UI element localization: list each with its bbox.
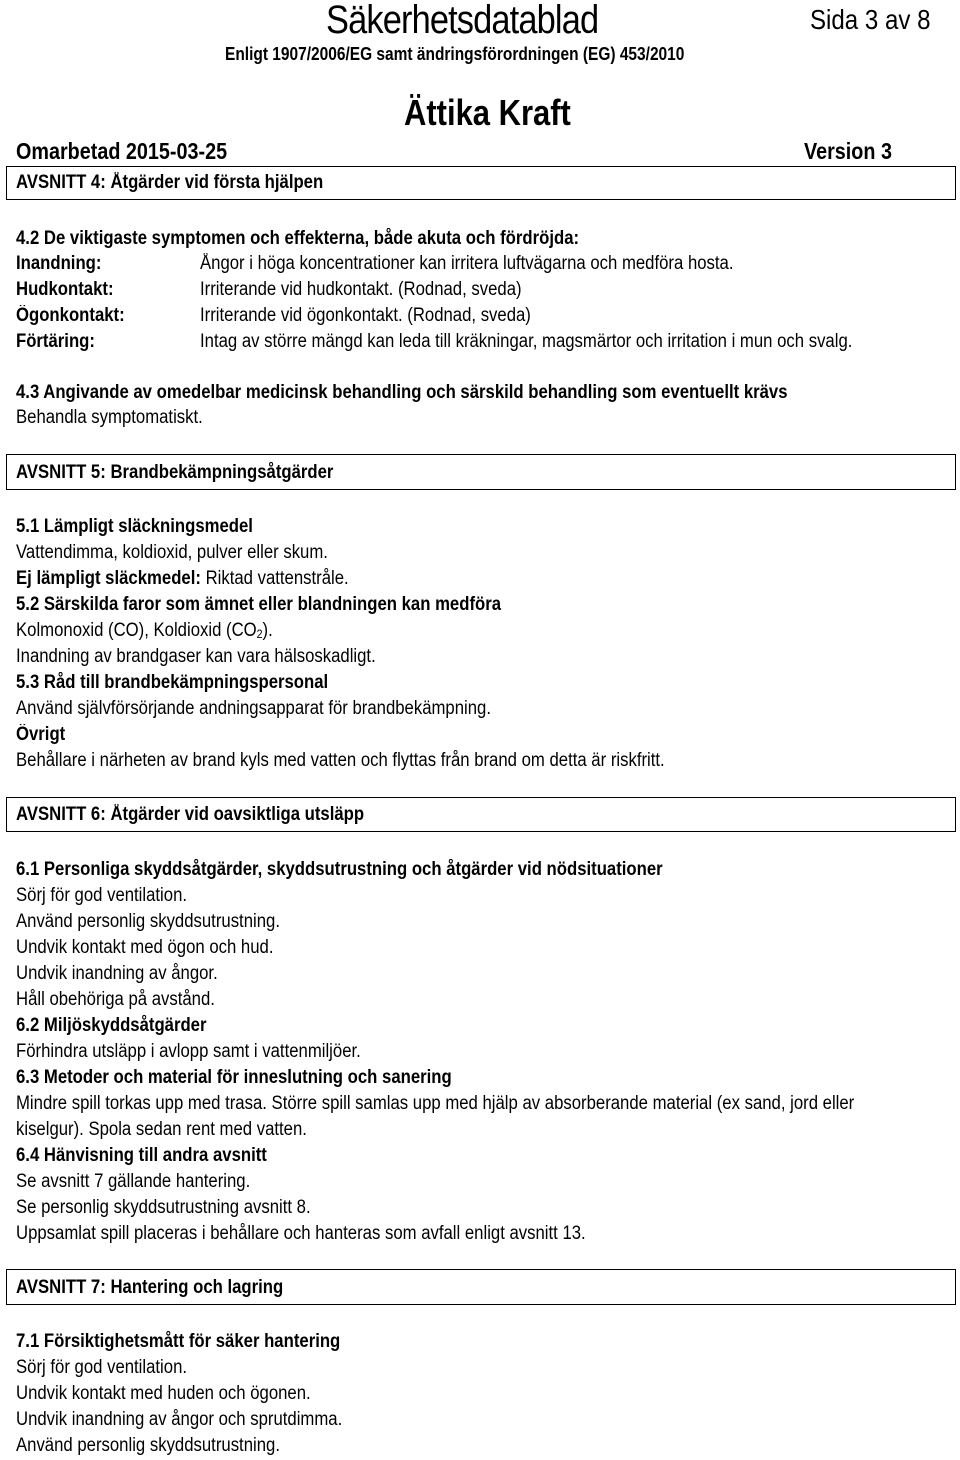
regulation-reference: Enligt 1907/2006/EG samt ändringsförordningen (EG) 453/2010 bbox=[225, 44, 685, 64]
subsection-5-3-heading: 5.3 Råd till brandbekämpningspersonal bbox=[16, 672, 329, 693]
section-5-title: AVSNITT 5: Brandbekämpningsåtgärder bbox=[16, 462, 334, 483]
symptom-label: Ögonkontakt: bbox=[16, 305, 125, 326]
symptom-label: Hudkontakt: bbox=[16, 279, 114, 300]
list-item: Undvik inandning av ångor. bbox=[16, 963, 218, 984]
subsection-4-2-heading: 4.2 De viktigaste symptomen och effekterna, både akuta och fördröjda: bbox=[16, 228, 580, 249]
list-item: Undvik kontakt med huden och ögonen. bbox=[16, 1383, 311, 1404]
unsuitable-media-text: Riktad vattenstråle. bbox=[205, 568, 349, 589]
subsection-5-1-text: Vattendimma, koldioxid, pulver eller skum. bbox=[16, 542, 328, 563]
list-item: Håll obehöriga på avstånd. bbox=[16, 989, 215, 1010]
symptom-text: Irriterande vid hudkontakt. (Rodnad, sveda) bbox=[200, 279, 522, 300]
list-item: Se personlig skyddsutrustning avsnitt 8. bbox=[16, 1197, 311, 1218]
section-7-header bbox=[6, 1269, 956, 1305]
co2-subscript: 2 bbox=[256, 627, 263, 641]
list-item: Undvik inandning av ångor och sprutdimma. bbox=[16, 1409, 343, 1430]
symptom-label: Inandning: bbox=[16, 253, 102, 274]
list-item: Använd personlig skyddsutrustning. bbox=[16, 1435, 280, 1456]
subsection-6-2-text: Förhindra utsläpp i avlopp samt i vattenmiljöer. bbox=[16, 1041, 361, 1062]
product-name: Ättika Kraft bbox=[404, 92, 571, 133]
subsection-6-3-heading: 6.3 Metoder och material för inneslutning och sanering bbox=[16, 1067, 452, 1088]
list-item: Sörj för god ventilation. bbox=[16, 885, 188, 906]
subsection-4-3-heading: 4.3 Angivande av omedelbar medicinsk behandling och särskild behandling som eventuellt krävs bbox=[16, 382, 788, 403]
list-item: Se avsnitt 7 gällande hantering. bbox=[16, 1171, 251, 1192]
subsection-7-1-heading: 7.1 Försiktighetsmått för säker hantering bbox=[16, 1331, 341, 1352]
other-text: Behållare i närheten av brand kyls med vatten och flyttas från brand om detta är riskfritt. bbox=[16, 750, 665, 771]
section-5-header bbox=[6, 454, 956, 490]
symptom-text: Irriterande vid ögonkontakt. (Rodnad, sveda) bbox=[200, 305, 531, 326]
list-item: Uppsamlat spill placeras i behållare och hanteras som avfall enligt avsnitt 13. bbox=[16, 1223, 586, 1244]
document-title: Säkerhetsdatablad bbox=[326, 0, 599, 42]
page-number: Sida 3 av 8 bbox=[810, 4, 931, 35]
subsection-5-1-heading: 5.1 Lämpligt släckningsmedel bbox=[16, 516, 253, 537]
symptom-text: Intag av större mängd kan leda till kräkningar, magsmärtor och irritation i mun och svalg. bbox=[200, 331, 853, 352]
section-4-header bbox=[6, 166, 956, 200]
subsection-6-4-heading: 6.4 Hänvisning till andra avsnitt bbox=[16, 1145, 267, 1166]
section-6-header bbox=[6, 797, 956, 832]
subsection-6-3-text-2: kiselgur). Spola sedan rent med vatten. bbox=[16, 1119, 307, 1140]
section-4-title: AVSNITT 4: Åtgärder vid första hjälpen bbox=[16, 172, 324, 193]
subsection-5-2-text-1 bbox=[16, 620, 273, 645]
section-7-title: AVSNITT 7: Hantering och lagring bbox=[16, 1277, 284, 1298]
unsuitable-media-label: Ej lämpligt släckmedel: bbox=[16, 568, 201, 589]
symptom-label: Förtäring: bbox=[16, 331, 95, 352]
subsection-6-3-text-1: Mindre spill torkas upp med trasa. Större spill samlas upp med hjälp av absorberande material (ex sand, jord eller bbox=[16, 1093, 855, 1114]
subsection-5-2-heading: 5.2 Särskilda faror som ämnet eller blandningen kan medföra bbox=[16, 594, 502, 615]
list-item: Undvik kontakt med ögon och hud. bbox=[16, 937, 274, 958]
list-item: Använd personlig skyddsutrustning. bbox=[16, 911, 280, 932]
subsection-5-2-text-1-pre: Kolmonoxid (CO), Koldioxid (CO bbox=[16, 620, 257, 641]
section-6-title: AVSNITT 6: Åtgärder vid oavsiktliga utsläpp bbox=[16, 804, 365, 825]
subsection-4-3-text: Behandla symptomatiskt. bbox=[16, 407, 203, 428]
list-item: Sörj för god ventilation. bbox=[16, 1357, 188, 1378]
symptom-text: Ångor i höga koncentrationer kan irritera luftvägarna och medföra hosta. bbox=[200, 253, 734, 274]
subsection-5-2-text-1-post: ). bbox=[262, 620, 273, 641]
revision-date: Omarbetad 2015-03-25 bbox=[16, 138, 228, 164]
unsuitable-media-row bbox=[16, 568, 349, 590]
subsection-5-3-text: Använd självförsörjande andningsapparat för brandbekämpning. bbox=[16, 698, 491, 719]
subsection-6-1-heading: 6.1 Personliga skyddsåtgärder, skyddsutrustning och åtgärder vid nödsituationer bbox=[16, 859, 663, 880]
subsection-6-2-heading: 6.2 Miljöskyddsåtgärder bbox=[16, 1015, 207, 1036]
subsection-5-2-text-2: Inandning av brandgaser kan vara hälsoskadligt. bbox=[16, 646, 376, 667]
other-heading: Övrigt bbox=[16, 724, 66, 745]
version-number: Version 3 bbox=[804, 138, 892, 164]
